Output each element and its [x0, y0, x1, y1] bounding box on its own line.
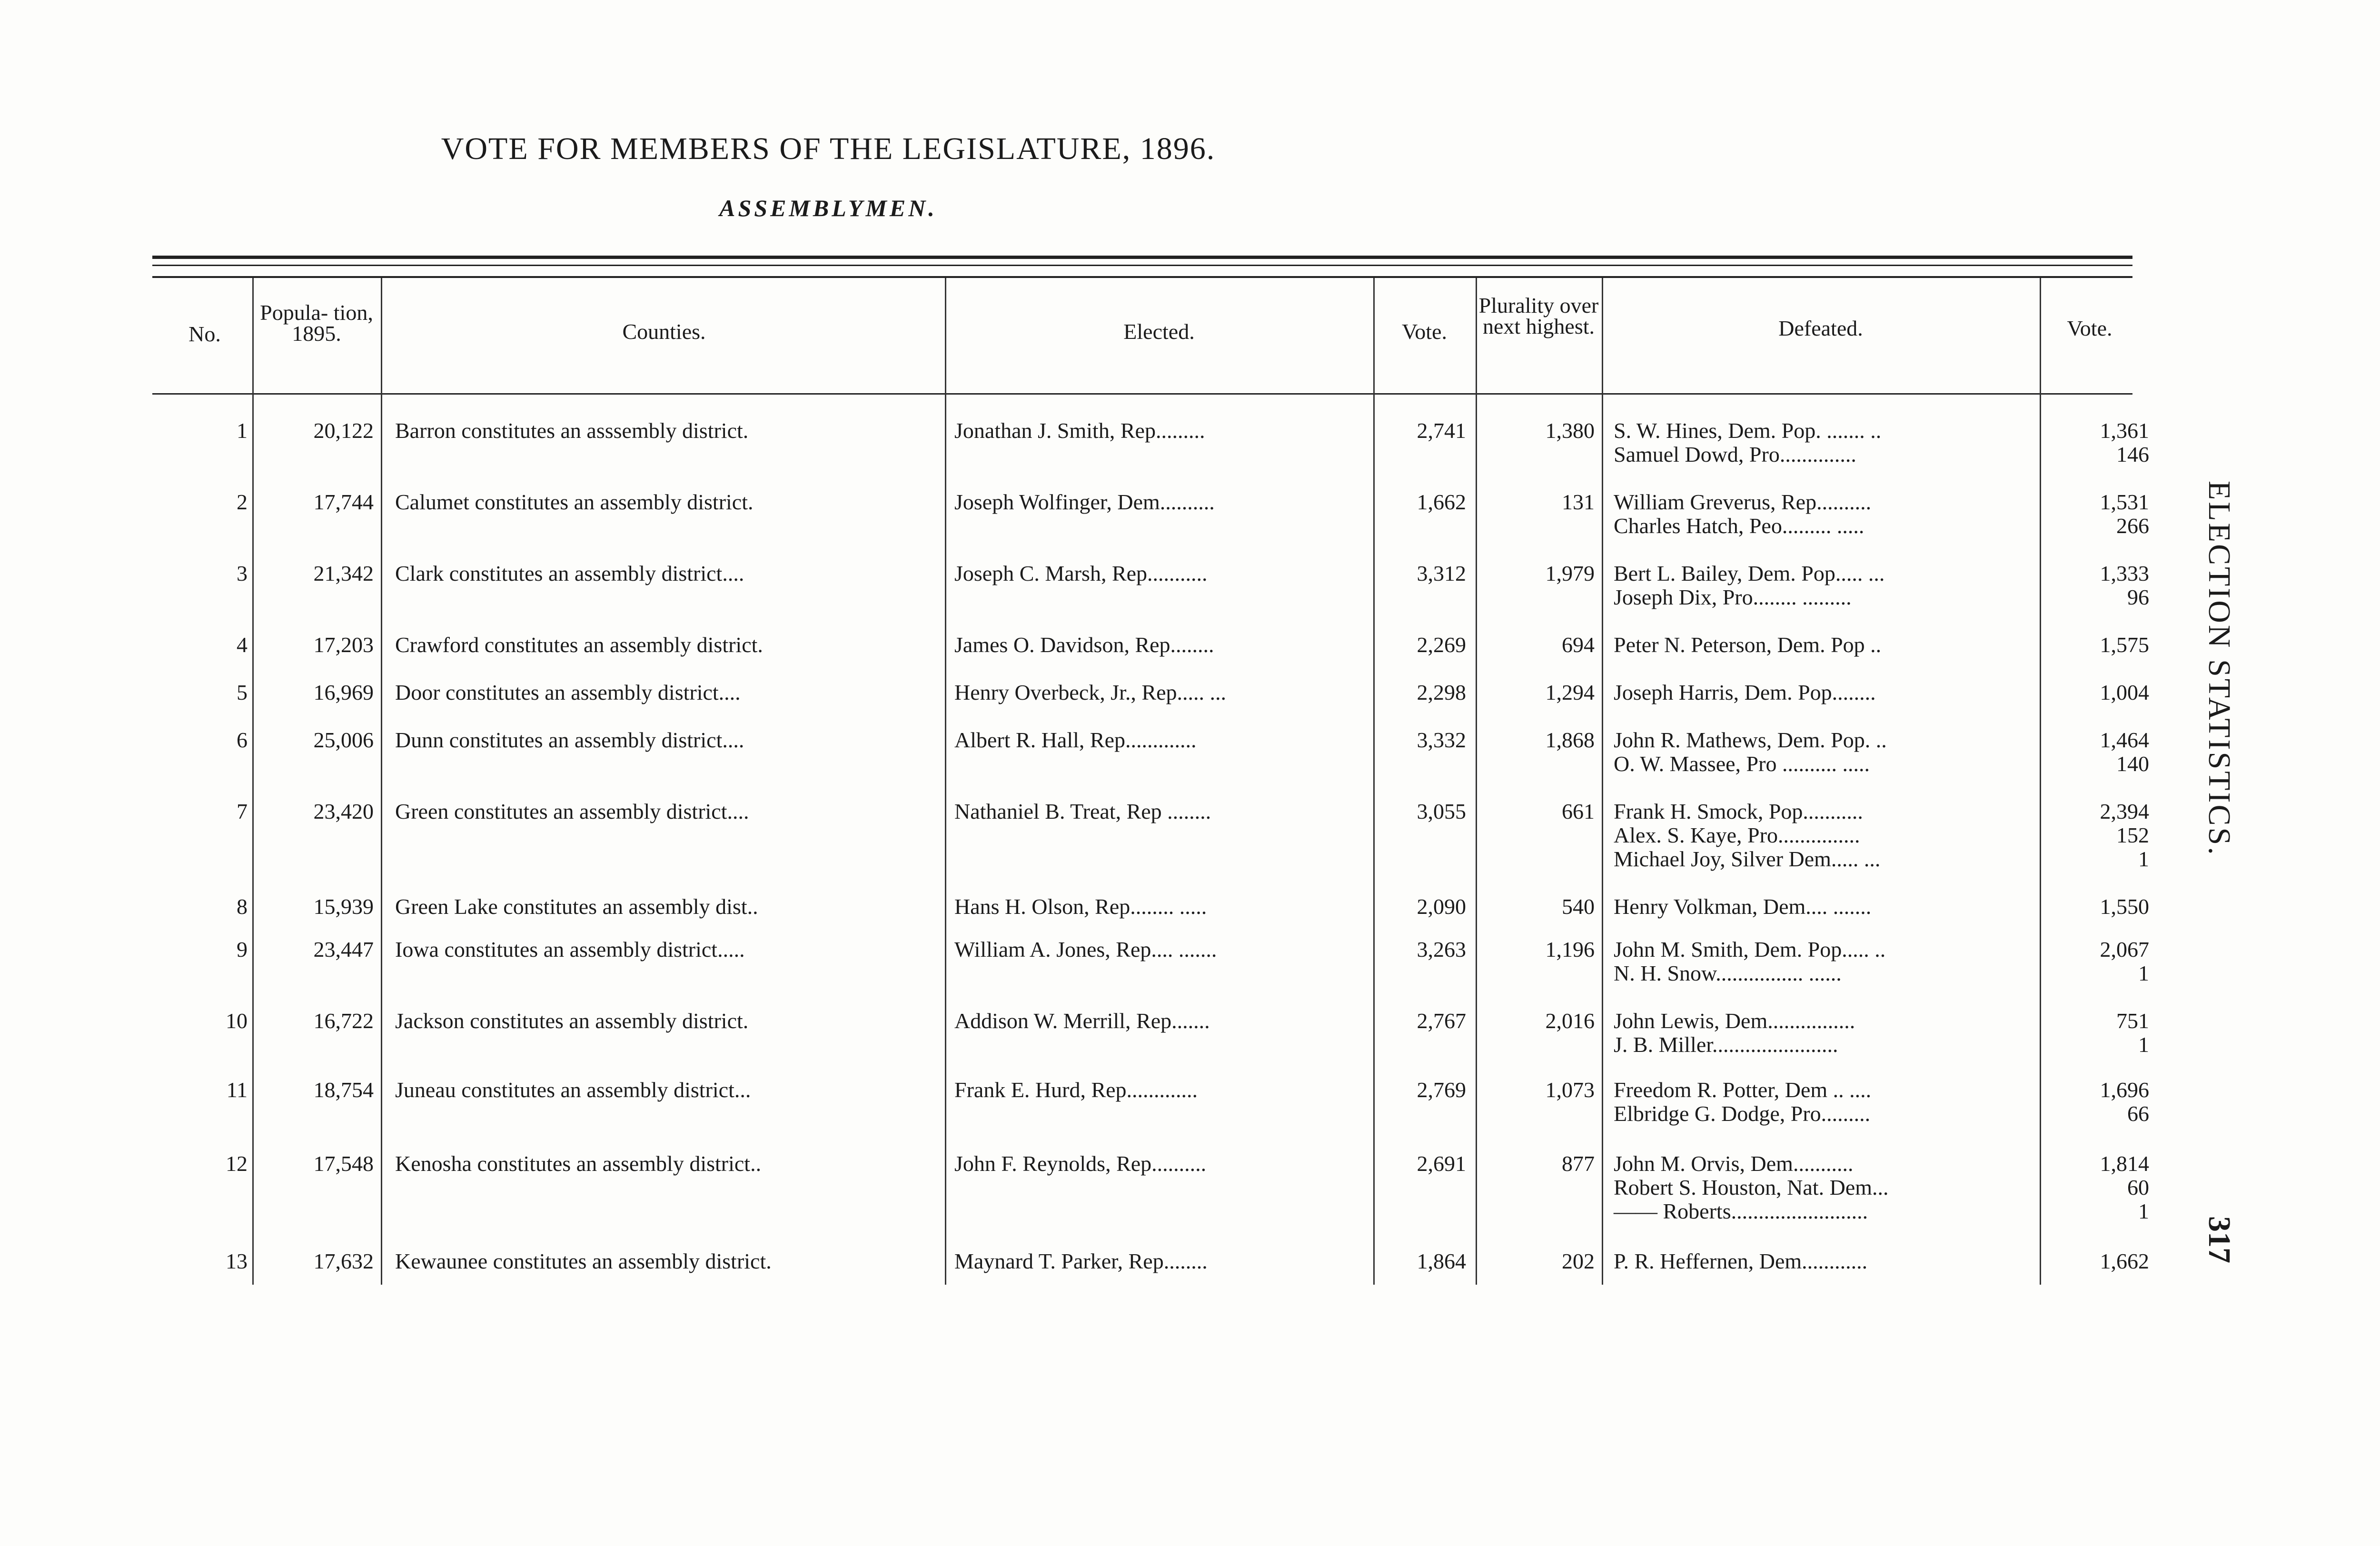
defeated-vote-cell: 1 — [2138, 1032, 2149, 1057]
plurality-cell: 1,868 — [1545, 728, 1595, 752]
population-cell: 23,420 — [313, 799, 374, 823]
county-cell: Green constitutes an assembly district.... — [395, 799, 749, 823]
column-divider — [1373, 278, 1375, 1285]
defeated-candidate: —— Roberts......................... — [1614, 1199, 1868, 1223]
plurality-cell: 2,016 — [1545, 1009, 1595, 1033]
defeated-vote-cell: 96 — [2127, 585, 2149, 609]
defeated-candidate: Henry Volkman, Dem.... ....... — [1614, 894, 1872, 919]
vote-cell: 3,312 — [1417, 561, 1466, 585]
defeated-vote-cell: 1,361 — [2100, 418, 2149, 443]
plurality-cell: 877 — [1562, 1151, 1595, 1176]
row-number: 4 — [237, 633, 248, 657]
population-cell: 17,203 — [313, 633, 374, 657]
defeated-candidate: John R. Mathews, Dem. Pop. .. — [1614, 728, 1887, 752]
row-number: 9 — [237, 937, 248, 961]
population-cell: 21,342 — [313, 561, 374, 585]
elected-cell: Henry Overbeck, Jr., Rep..... ... — [954, 680, 1227, 704]
defeated-vote-cell: 152 — [2116, 823, 2149, 847]
vote-cell: 2,298 — [1417, 680, 1466, 704]
vote-cell: 3,263 — [1417, 937, 1466, 961]
defeated-vote-cell: 1,550 — [2100, 894, 2149, 919]
defeated-vote-cell: 66 — [2127, 1101, 2149, 1126]
column-divider — [945, 278, 946, 1285]
elected-cell: Joseph C. Marsh, Rep........... — [954, 561, 1208, 585]
row-number: 13 — [226, 1249, 248, 1273]
county-cell: Green Lake constitutes an assembly dist.. — [395, 894, 758, 919]
defeated-vote-cell: 1,814 — [2100, 1151, 2149, 1176]
vote-cell: 2,691 — [1417, 1151, 1466, 1176]
vote-cell: 3,332 — [1417, 728, 1466, 752]
vote-cell: 1,662 — [1417, 490, 1466, 514]
header-no: No. — [188, 322, 221, 346]
header-vote: Vote. — [1402, 319, 1447, 344]
header-plurality: Plurality over next highest. — [1478, 293, 1599, 338]
defeated-vote-cell: 1 — [2138, 847, 2149, 871]
defeated-candidate: Frank H. Smock, Pop........... — [1614, 799, 1863, 823]
population-cell: 16,969 — [313, 680, 374, 704]
column-divider — [2040, 278, 2041, 1285]
vote-cell: 2,741 — [1417, 418, 1466, 443]
column-divider — [1602, 278, 1603, 1285]
plurality-cell: 1,073 — [1545, 1078, 1595, 1102]
row-number: 5 — [237, 680, 248, 704]
defeated-candidate: Elbridge G. Dodge, Pro......... — [1614, 1101, 1871, 1126]
population-cell: 15,939 — [313, 894, 374, 919]
running-header: ELECTION STATISTICS. — [2202, 481, 2237, 857]
defeated-vote-cell: 266 — [2116, 514, 2149, 538]
population-cell: 23,447 — [313, 937, 374, 961]
vote-cell: 2,269 — [1417, 633, 1466, 657]
row-number: 1 — [237, 418, 248, 443]
defeated-candidate: Bert L. Bailey, Dem. Pop..... ... — [1614, 561, 1885, 585]
top-rule-thin — [152, 265, 2132, 266]
defeated-candidate: Michael Joy, Silver Dem..... ... — [1614, 847, 1881, 871]
row-number: 11 — [226, 1078, 248, 1102]
row-number: 10 — [226, 1009, 248, 1033]
row-number: 12 — [226, 1151, 248, 1176]
defeated-vote-cell: 1,531 — [2100, 490, 2149, 514]
elected-cell: Jonathan J. Smith, Rep......... — [954, 418, 1205, 443]
top-rule — [152, 256, 2132, 259]
plurality-cell: 1,380 — [1545, 418, 1595, 443]
defeated-vote-cell: 1,004 — [2100, 680, 2149, 704]
elected-cell: John F. Reynolds, Rep.......... — [954, 1151, 1207, 1176]
county-cell: Crawford constitutes an assembly district. — [395, 633, 763, 657]
defeated-candidate: O. W. Massee, Pro .......... ..... — [1614, 752, 1870, 776]
defeated-vote-cell: 1,464 — [2100, 728, 2149, 752]
elected-cell: Joseph Wolfinger, Dem.......... — [954, 490, 1215, 514]
defeated-candidate: P. R. Heffernen, Dem............ — [1614, 1249, 1868, 1273]
elected-cell: Hans H. Olson, Rep........ ..... — [954, 894, 1207, 919]
county-cell: Barron constitutes an asssembly district. — [395, 418, 749, 443]
plurality-cell: 694 — [1562, 633, 1595, 657]
defeated-vote-cell: 60 — [2127, 1175, 2149, 1199]
page-number: 317 — [2202, 1216, 2237, 1263]
county-cell: Iowa constitutes an assembly district..... — [395, 937, 745, 961]
vote-cell: 3,055 — [1417, 799, 1466, 823]
column-divider — [381, 278, 382, 1285]
elected-cell: Albert R. Hall, Rep............. — [954, 728, 1197, 752]
population-cell: 25,006 — [313, 728, 374, 752]
vote-cell: 1,864 — [1417, 1249, 1466, 1273]
county-cell: Dunn constitutes an assembly district.... — [395, 728, 744, 752]
elected-cell: Nathaniel B. Treat, Rep ........ — [954, 799, 1211, 823]
plurality-cell: 540 — [1562, 894, 1595, 919]
defeated-candidate: Charles Hatch, Peo......... ..... — [1614, 514, 1864, 538]
county-cell: Jackson constitutes an assembly district. — [395, 1009, 749, 1033]
defeated-candidate: N. H. Snow................ ...... — [1614, 961, 1842, 985]
defeated-candidate: J. B. Miller....................... — [1614, 1032, 1838, 1057]
county-cell: Kenosha constitutes an assembly district.. — [395, 1151, 762, 1176]
plurality-cell: 1,294 — [1545, 680, 1595, 704]
vote-cell: 2,767 — [1417, 1009, 1466, 1033]
page-title: VOTE FOR MEMBERS OF THE LEGISLATURE, 1896. — [441, 131, 1216, 166]
county-cell: Door constitutes an assembly district.... — [395, 680, 741, 704]
vote-cell: 2,769 — [1417, 1078, 1466, 1102]
defeated-vote-cell: 1 — [2138, 1199, 2149, 1223]
defeated-candidate: S. W. Hines, Dem. Pop. ....... .. — [1614, 418, 1882, 443]
page-subtitle: ASSEMBLYMEN. — [719, 195, 937, 221]
header-population: Popula- tion, 1895. — [260, 300, 373, 346]
defeated-candidate: Alex. S. Kaye, Pro............... — [1614, 823, 1860, 847]
header-defeated: Defeated. — [1778, 316, 1863, 340]
elected-cell: James O. Davidson, Rep........ — [954, 633, 1214, 657]
population-cell: 17,744 — [313, 490, 374, 514]
population-cell: 17,632 — [313, 1249, 374, 1273]
defeated-vote-cell: 751 — [2116, 1009, 2149, 1033]
defeated-candidate: William Greverus, Rep.......... — [1614, 490, 1872, 514]
defeated-candidate: Freedom R. Potter, Dem .. .... — [1614, 1078, 1872, 1102]
plurality-cell: 1,196 — [1545, 937, 1595, 961]
defeated-vote-cell: 2,067 — [2100, 937, 2149, 961]
county-cell: Clark constitutes an assembly district.... — [395, 561, 744, 585]
row-number: 8 — [237, 894, 248, 919]
defeated-candidate: Joseph Harris, Dem. Pop........ — [1614, 680, 1876, 704]
column-divider — [252, 278, 254, 1285]
population-cell: 17,548 — [313, 1151, 374, 1176]
plurality-cell: 661 — [1562, 799, 1595, 823]
population-cell: 16,722 — [313, 1009, 374, 1033]
defeated-candidate: John Lewis, Dem................ — [1614, 1009, 1855, 1033]
row-number: 2 — [237, 490, 248, 514]
population-cell: 18,754 — [313, 1078, 374, 1102]
defeated-candidate: Peter N. Peterson, Dem. Pop .. — [1614, 633, 1882, 657]
elected-cell: Addison W. Merrill, Rep....... — [954, 1009, 1210, 1033]
elected-cell: Frank E. Hurd, Rep............. — [954, 1078, 1198, 1102]
plurality-cell: 131 — [1562, 490, 1595, 514]
header-elected: Elected. — [1123, 319, 1195, 344]
defeated-candidate: Samuel Dowd, Pro.............. — [1614, 442, 1856, 466]
header-bottom-rule — [152, 393, 2132, 395]
header-rule — [152, 276, 2132, 278]
population-cell: 20,122 — [313, 418, 374, 443]
column-divider — [1476, 278, 1477, 1285]
defeated-vote-cell: 1,575 — [2100, 633, 2149, 657]
defeated-vote-cell: 146 — [2116, 442, 2149, 466]
elected-cell: William A. Jones, Rep.... ....... — [954, 937, 1217, 961]
county-cell: Juneau constitutes an assembly district... — [395, 1078, 751, 1102]
plurality-cell: 1,979 — [1545, 561, 1595, 585]
county-cell: Kewaunee constitutes an assembly district. — [395, 1249, 772, 1273]
defeated-vote-cell: 1,662 — [2100, 1249, 2149, 1273]
defeated-candidate: Joseph Dix, Pro........ ......... — [1614, 585, 1852, 609]
row-number: 6 — [237, 728, 248, 752]
defeated-vote-cell: 2,394 — [2100, 799, 2149, 823]
defeated-candidate: Robert S. Houston, Nat. Dem... — [1614, 1175, 1889, 1199]
defeated-vote-cell: 1,696 — [2100, 1078, 2149, 1102]
header-vote-defeated: Vote. — [2067, 316, 2112, 340]
defeated-vote-cell: 1 — [2138, 961, 2149, 985]
defeated-candidate: John M. Smith, Dem. Pop..... .. — [1614, 937, 1886, 961]
defeated-vote-cell: 1,333 — [2100, 561, 2149, 585]
defeated-candidate: John M. Orvis, Dem........... — [1614, 1151, 1854, 1176]
row-number: 3 — [237, 561, 248, 585]
row-number: 7 — [237, 799, 248, 823]
defeated-vote-cell: 140 — [2116, 752, 2149, 776]
vote-cell: 2,090 — [1417, 894, 1466, 919]
elected-cell: Maynard T. Parker, Rep........ — [954, 1249, 1208, 1273]
county-cell: Calumet constitutes an assembly district. — [395, 490, 754, 514]
plurality-cell: 202 — [1562, 1249, 1595, 1273]
header-counties: Counties. — [622, 319, 706, 344]
